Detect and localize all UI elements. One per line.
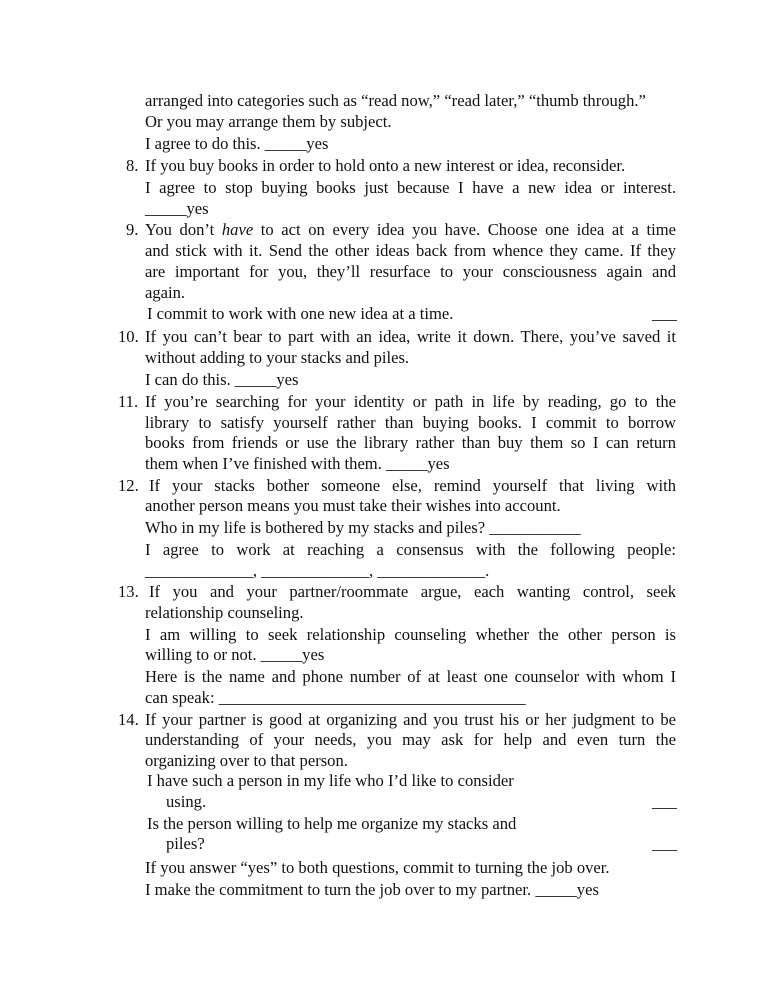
item-14-line-3: organizing over to that person. [145,751,348,770]
item-13-number: 13. [118,582,139,601]
item-11-line-1: If you’re searching for your identity or path in life by reading, go to the [145,392,676,411]
intro-line-3: I agree to do this. _____yes [145,134,329,153]
item-14-answer-blank-1: ___ [652,792,677,811]
item-13-line-5: Here is the name and phone number of at least one counselor with whom I [145,667,676,686]
item-8-number: 8. [126,156,139,175]
item-14-answer-blank-2: ___ [652,834,677,853]
item-9-line-2: and stick with it. Send the other ideas back from whence they came. If they [145,241,676,260]
item-11-number: 11. [118,392,139,411]
item-9-line-1-a: You don’t [145,220,222,239]
item-8-line-3: _____yes [145,199,209,218]
item-13-line-3: I am willing to seek relationship counseling whether the other person is [145,625,676,644]
item-12-line-5: _____________, _____________, _____________. [145,561,490,580]
item-9-line-1-emphasis: have [221,220,254,239]
item-14-line-5: using. [166,792,207,811]
item-11-line-4: them when I’ve finished with them. _____yes [145,454,450,473]
item-12-line-3: Who in my life is bothered by my stacks and piles? ___________ [145,518,581,537]
intro-line-1: arranged into categories such as “read now,” “read later,” “thumb through.” [145,91,646,110]
item-14-line-1: If your partner is good at organizing and you trust his or her judgment to be [145,710,676,729]
item-14-line-6: Is the person willing to help me organize my stacks and [147,814,517,833]
item-10-number: 10. [118,327,139,346]
item-9-line-4: again. [145,283,186,302]
item-11-line-3: books from friends or use the library rather than buy them so I can return [145,433,676,452]
item-12-line-2: another person means you must take their wishes into account. [145,496,561,515]
item-8-line-2: I agree to stop buying books just because I have a new idea or interest. [145,178,676,197]
item-13-line-4: willing to or not. _____yes [145,645,325,664]
item-14-line-8: If you answer “yes” to both questions, commit to turning the job over. [145,858,610,877]
item-13-line-1: If you and your partner/roommate argue, each wanting control, seek [149,582,676,601]
item-9-line-1-b: to act on every idea you have. Choose one idea at a time [253,220,676,239]
item-9-number: 9. [126,220,139,239]
item-11-line-2: library to satisfy yourself rather than buying books. I commit to borrow [145,413,676,432]
item-14-line-4: I have such a person in my life who I’d like to consider [147,771,514,790]
item-13-line-6: can speak: _____________________________________ [145,688,526,707]
item-9-line-3: are important for you, they’ll resurface to your consciousness again and [145,262,676,281]
item-9-answer-blank: ___ [652,304,677,323]
item-14-line-7: piles? [166,834,205,853]
item-12-number: 12. [118,476,139,495]
item-13-line-2: relationship counseling. [145,603,304,622]
item-9-line-5: I commit to work with one new idea at a time. [147,304,454,323]
item-8-line-1: If you buy books in order to hold onto a new interest or idea, reconsider. [145,156,626,175]
item-9-line-1 [145,220,676,240]
item-10-line-3: I can do this. _____yes [145,370,299,389]
item-10-line-2: without adding to your stacks and piles. [145,348,410,367]
item-12-line-4: I agree to work at reaching a consensus with the following people: [145,540,676,559]
item-12-line-1: If your stacks bother someone else, remind yourself that living with [149,476,676,495]
item-14-number: 14. [118,710,139,729]
intro-line-2: Or you may arrange them by subject. [145,112,392,131]
item-14-line-2: understanding of your needs, you may ask for help and even turn the [145,730,676,749]
item-14-line-9: I make the commitment to turn the job over to my partner. _____yes [145,880,599,899]
item-10-line-1: If you can’t bear to part with an idea, write it down. There, you’ve saved it [145,327,676,346]
